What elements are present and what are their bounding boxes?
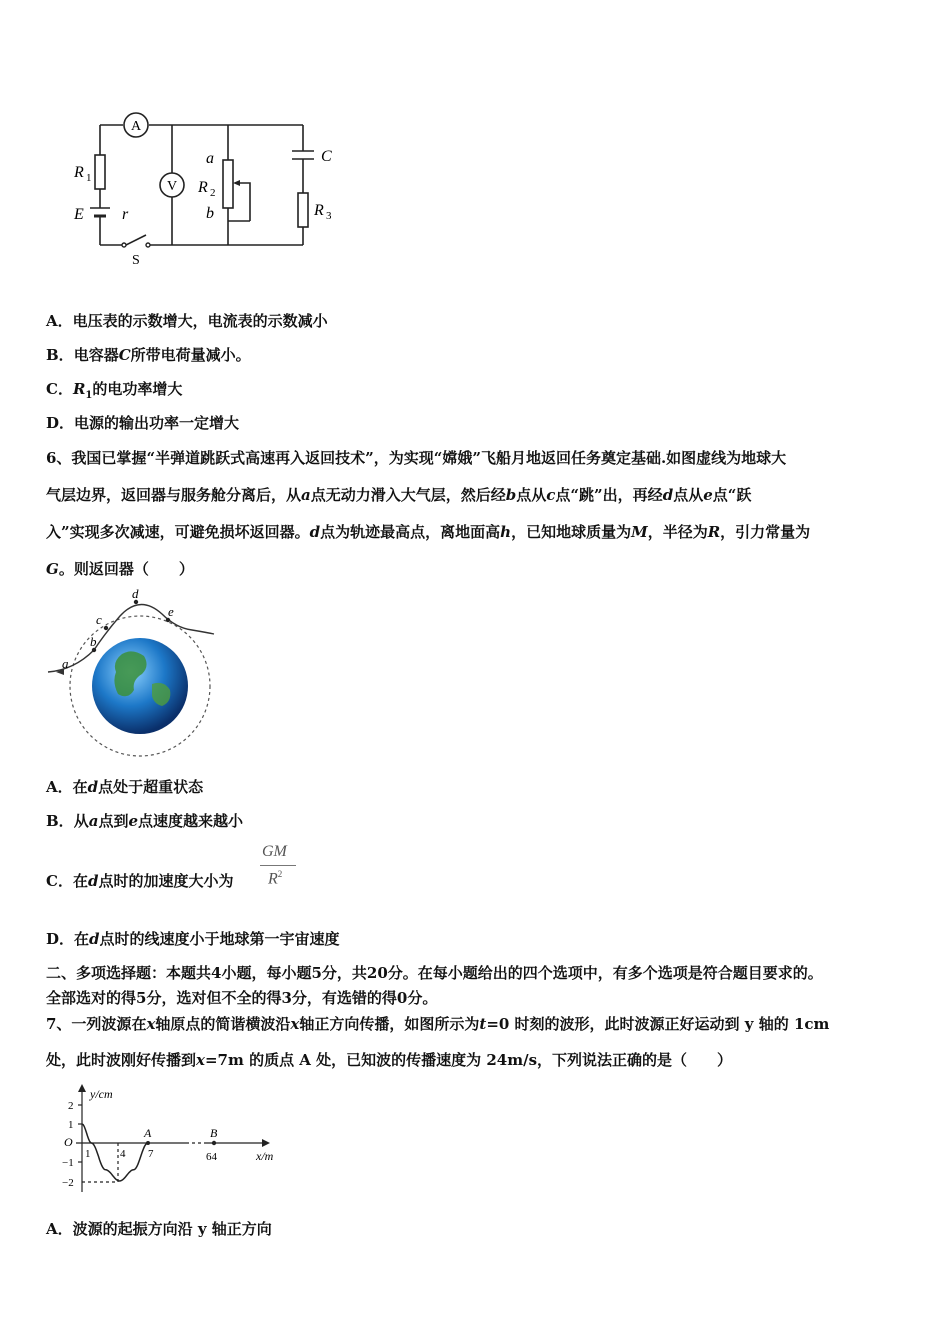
x-axis-label: x/m [256,1149,274,1163]
y-axis-label: y/cm [90,1087,113,1101]
y-axis-arrow-icon [78,1084,86,1092]
q6-line-4: G。则返回器（ ） [46,560,194,578]
q5-option-b: B．电容器C所带电荷量减小。 [46,346,251,364]
ammeter-label: A [130,119,142,134]
q5-option-d: D．电源的输出功率一定增大 [46,414,240,432]
circuit-diagram [60,105,360,275]
fraction-gm-r2 [258,843,298,893]
fraction-denominator: $R^2$ [268,869,283,888]
q7-line-2: 处，此时波刚好传播到x=7m 的质点 A 处，已知波的传播速度为 24m/s，下列说法正确的是（ ） [46,1051,733,1069]
section2-line-1: 二、多项选择题：本题共4小题，每小题5分，共20分。在每小题给出的四个选项中，有多个选项是符合题目要求的。 [46,964,823,982]
e-label: E [74,206,84,223]
y-tick-neg1: −1 [62,1157,74,1169]
q6-line-3: 入”实现多次减速，可避免损坏返回器。d点为轨迹最高点，离地面高h，已知地球质量为M，半径为R，引力常量为 [46,523,811,541]
r-label: r [122,206,129,223]
q6-option-d: D．在d点时的线速度小于地球第一宇宙速度 [46,930,340,948]
b-label: b [206,205,214,222]
label-a-point: A [144,1126,152,1140]
label-b-point: B [210,1126,218,1140]
x-axis-arrow-icon [262,1139,270,1147]
q6-option-b: B．从a点到e点速度越来越小 [46,812,244,830]
y-tick-neg2: −2 [62,1177,74,1189]
q7-line-1: 7、一列波源在x轴原点的简谐横波沿x轴正方向传播，如图所示为t=0 时刻的波形，此时波源正好运动到 y 轴的 1cm [46,1015,830,1033]
s-label: S [132,253,140,268]
r2-label: R [198,179,208,196]
q6-option-a: A．在d点处于超重状态 [46,778,204,796]
q6-option-c: C．在d点时的加速度大小为 [46,872,234,890]
a-label: a [206,150,214,167]
section2-line-2: 全部选对的得5分，选对但不全的得3分，有选错的得0分。 [46,989,438,1007]
q5-option-c: C．$R_1$的电功率增大 [46,380,183,401]
label-e: e [168,604,174,619]
r1-sub: 1 [86,172,92,184]
point-a [146,1141,150,1145]
x-tick-7: 7 [148,1148,154,1160]
r3-sub: 3 [326,210,332,222]
label-a: a [62,656,69,671]
x-tick-1: 1 [85,1148,91,1160]
fraction-numerator: GM [262,843,287,860]
r3-label: R [314,202,324,219]
label-d: d [132,588,139,601]
q6-line-1: 6、我国已掌握“半弹道跳跃式高速再入返回技术”，为实现“嫦娥”飞船月地返回任务奠定基础.如图虚线为地球大 [46,449,787,467]
q5-option-a: A．电压表的示数增大，电流表的示数减小 [46,312,328,330]
arrow-icon [233,180,240,186]
y-tick-2: 2 [68,1100,74,1112]
x-tick-64: 64 [206,1151,217,1163]
wave-graph [56,1082,296,1197]
r1-label: R [74,164,84,181]
earth-trajectory-figure [44,588,224,758]
c-label: C [321,148,332,165]
wave-curve [82,1124,148,1181]
q6-line-2: 气层边界，返回器与服务舱分离后，从a点无动力滑入大气层，然后经b点从c点“跳”出，再经d点从e点“跃 [46,486,752,504]
label-c: c [96,612,102,627]
earth-globe [92,638,188,734]
label-b: b [90,634,97,649]
point-b [212,1141,216,1145]
origin-label: O [64,1135,73,1149]
r2-sub: 2 [210,187,216,199]
y-tick-1: 1 [68,1119,74,1131]
x-tick-4: 4 [120,1148,126,1160]
q7-option-a: A．波源的起振方向沿 y 轴正方向 [46,1220,272,1238]
voltmeter-label: V [166,179,178,194]
